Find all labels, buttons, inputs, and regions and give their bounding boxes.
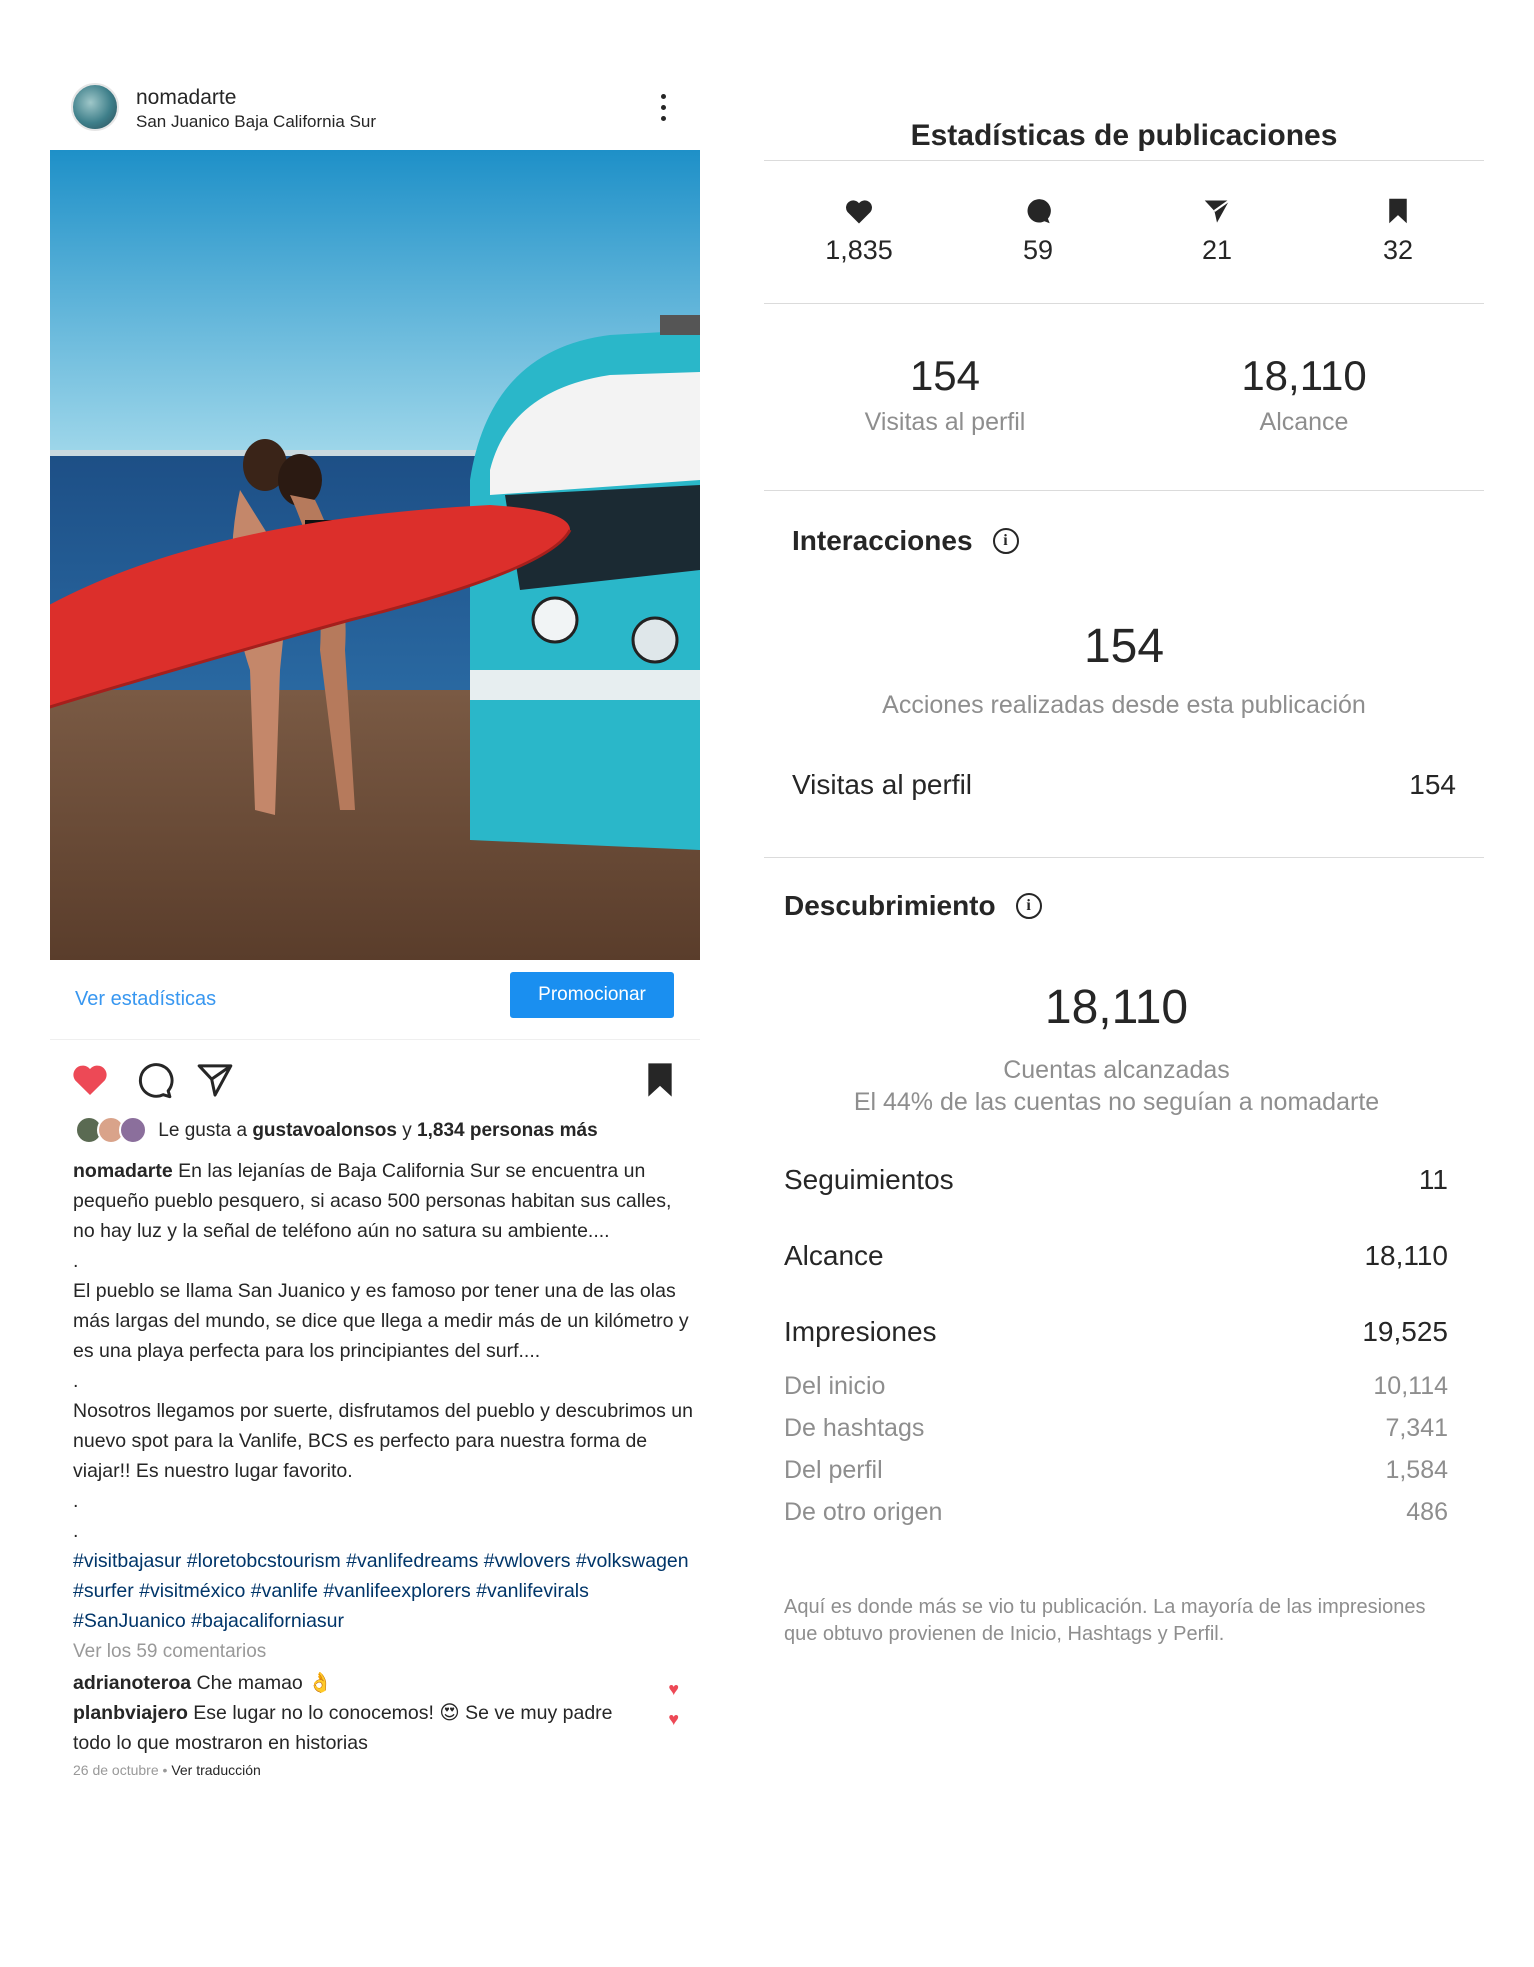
comment-like-heart-icon[interactable]: ♥	[668, 1679, 679, 1699]
promotion-bar	[50, 960, 700, 1040]
post-date-line	[73, 1758, 693, 1782]
impressions-profile-row	[784, 1456, 1448, 1485]
heart-icon	[844, 197, 874, 225]
comments-count	[978, 197, 1098, 266]
likes-value: 1,835	[825, 235, 893, 265]
comment-item	[73, 1698, 693, 1758]
comment-text: Che mamao 👌	[196, 1672, 333, 1694]
saves-count	[1338, 197, 1458, 266]
comment-item	[73, 1668, 693, 1698]
reach-value: 18,110	[1241, 352, 1367, 399]
row-label: Del perfil	[784, 1456, 883, 1484]
promote-button[interactable]: Promocionar	[510, 972, 674, 1018]
comment-username[interactable]: planbviajero	[73, 1702, 188, 1724]
row-label: Alcance	[784, 1240, 884, 1271]
interactions-section	[764, 491, 1484, 857]
caption-username[interactable]: nomadarte	[73, 1160, 173, 1182]
reach-metric	[1154, 352, 1454, 437]
reach-label: Alcance	[1259, 408, 1349, 436]
more-options-icon[interactable]	[658, 94, 668, 124]
profile-visits-metric	[795, 352, 1095, 437]
caption-dot: .	[73, 1490, 79, 1512]
caption-dot: .	[73, 1370, 79, 1392]
insights-title: Estadísticas de publicaciones	[910, 119, 1338, 152]
caption-paragraph-1: En las lejanías de Baja California Sur se encuentra un pequeño pueblo pesquero, si acaso 500 personas habitan sus calles, no hay luz y la señal de teléfono aún no satura su ambiente....	[73, 1160, 672, 1242]
discovery-title: Descubrimiento	[784, 890, 996, 921]
share-icon	[1202, 197, 1232, 225]
post-date: 26 de octubre	[73, 1762, 159, 1778]
saves-value: 32	[1382, 235, 1414, 265]
post-header	[50, 80, 700, 150]
likes-prefix: Le gusta a	[158, 1120, 248, 1141]
row-value: 10,114	[1373, 1372, 1448, 1400]
interactions-value: 154	[1083, 620, 1165, 673]
post-insights-panel	[764, 110, 1484, 1678]
row-label: Del inicio	[784, 1372, 886, 1400]
row-label: Seguimientos	[784, 1164, 954, 1195]
post-caption	[73, 1156, 693, 1782]
row-label: Visitas al perfil	[792, 769, 973, 800]
info-icon[interactable]: i	[1016, 893, 1042, 919]
likes-connector: y	[402, 1120, 412, 1141]
comment-like-heart-icon[interactable]: ♥	[668, 1709, 679, 1729]
caption-dot: .	[73, 1520, 79, 1542]
view-comments-link[interactable]: Ver los 59 comentarios	[73, 1641, 267, 1662]
caption-dot: .	[73, 1250, 79, 1272]
shares-count	[1157, 197, 1277, 266]
profile-visits-value: 154	[909, 352, 981, 399]
see-translation-link[interactable]: Ver traducción	[171, 1762, 261, 1778]
bookmark-icon	[1384, 197, 1412, 225]
interactions-subtitle: Acciones realizadas desde esta publicación	[882, 691, 1366, 719]
comments-value: 59	[1022, 235, 1054, 265]
follows-row	[784, 1164, 1448, 1196]
caption-paragraph-2: El pueblo se llama San Juanico y es famoso por tener una de las olas más largas del mundo, se dice que llega a medir más de un kilómetro y es una playa perfecta para los principiantes del surf....	[73, 1280, 689, 1362]
engagement-counts	[764, 161, 1484, 303]
comment-username[interactable]: adrianoteroa	[73, 1672, 192, 1694]
profile-visits-label: Visitas al perfil	[864, 408, 1026, 436]
date-separator: •	[162, 1762, 168, 1778]
impressions-footnote: Aquí es donde más se vio tu publicación. La mayoría de las impresiones que obtuvo provienen de Inicio, Hashtags y Perfil.	[784, 1596, 1426, 1645]
comment-icon[interactable]	[134, 1060, 174, 1100]
liker-avatars	[75, 1116, 153, 1146]
impressions-home-row	[784, 1372, 1448, 1401]
instagram-post	[50, 80, 700, 1778]
accounts-reached-label: Cuentas alcanzadas	[1003, 1056, 1230, 1084]
interactions-profile-visits-row	[792, 769, 1456, 801]
likes-summary[interactable]	[75, 1116, 685, 1146]
reach-row	[784, 1240, 1448, 1272]
discovery-heading	[784, 890, 1042, 922]
bookmark-icon[interactable]	[640, 1060, 680, 1100]
row-value: 11	[1418, 1164, 1448, 1195]
row-value: 1,584	[1385, 1456, 1448, 1484]
row-label: De otro origen	[784, 1498, 943, 1526]
impressions-row	[784, 1316, 1448, 1348]
row-label: De hashtags	[784, 1414, 925, 1442]
row-value: 154	[1409, 769, 1456, 800]
comment-text: Ese lugar no lo conocemos! 😍 Se ve muy padre todo lo que mostraron en historias	[73, 1702, 613, 1754]
row-value: 7,341	[1385, 1414, 1448, 1442]
info-icon[interactable]: i	[993, 528, 1019, 554]
hashtags[interactable]: #visitbajasur #loretobcstourism #vanlifedreams #vwlovers #volkswagen #surfer #visitméxico #vanlife #vanlifeexplorers #vanlifevirals #SanJuanico #bajacaliforniasur	[73, 1550, 689, 1632]
row-value: 19,525	[1362, 1316, 1448, 1347]
avatar[interactable]	[71, 83, 119, 131]
share-icon[interactable]	[195, 1060, 235, 1100]
post-location[interactable]: San Juanico Baja California Sur	[136, 112, 377, 131]
view-insights-link[interactable]: Ver estadísticas	[75, 988, 217, 1010]
post-username[interactable]: nomadarte	[136, 86, 237, 109]
likes-count	[799, 197, 919, 266]
non-followers-percent: El 44% de las cuentas no seguían a nomadarte	[853, 1088, 1380, 1116]
interactions-heading	[792, 525, 1019, 557]
summary-metrics	[764, 304, 1484, 490]
shares-value: 21	[1201, 235, 1233, 265]
interactions-title: Interacciones	[792, 525, 973, 556]
caption-paragraph-3: Nosotros llegamos por suerte, disfrutamos del pueblo y descubrimos un nuevo spot para la Vanlife, BCS es perfecto para nuestra forma de viajar!! Es nuestro lugar favorito.	[73, 1400, 693, 1482]
beach-van-surfboard-image	[50, 150, 700, 960]
row-value: 486	[1406, 1498, 1448, 1526]
discovery-value: 18,110	[1044, 981, 1189, 1034]
impressions-hashtags-row	[784, 1414, 1448, 1443]
post-actions	[50, 1040, 700, 1110]
row-label: Impresiones	[784, 1316, 937, 1347]
row-value: 18,110	[1364, 1240, 1448, 1271]
impressions-other-row	[784, 1498, 1448, 1527]
likes-user[interactable]: gustavoalonsos	[252, 1120, 397, 1141]
post-photo[interactable]	[50, 150, 700, 960]
like-heart-icon[interactable]	[70, 1060, 110, 1100]
likes-others[interactable]: 1,834 personas más	[417, 1120, 598, 1141]
comment-icon	[1023, 197, 1053, 225]
discovery-section	[764, 858, 1484, 1678]
